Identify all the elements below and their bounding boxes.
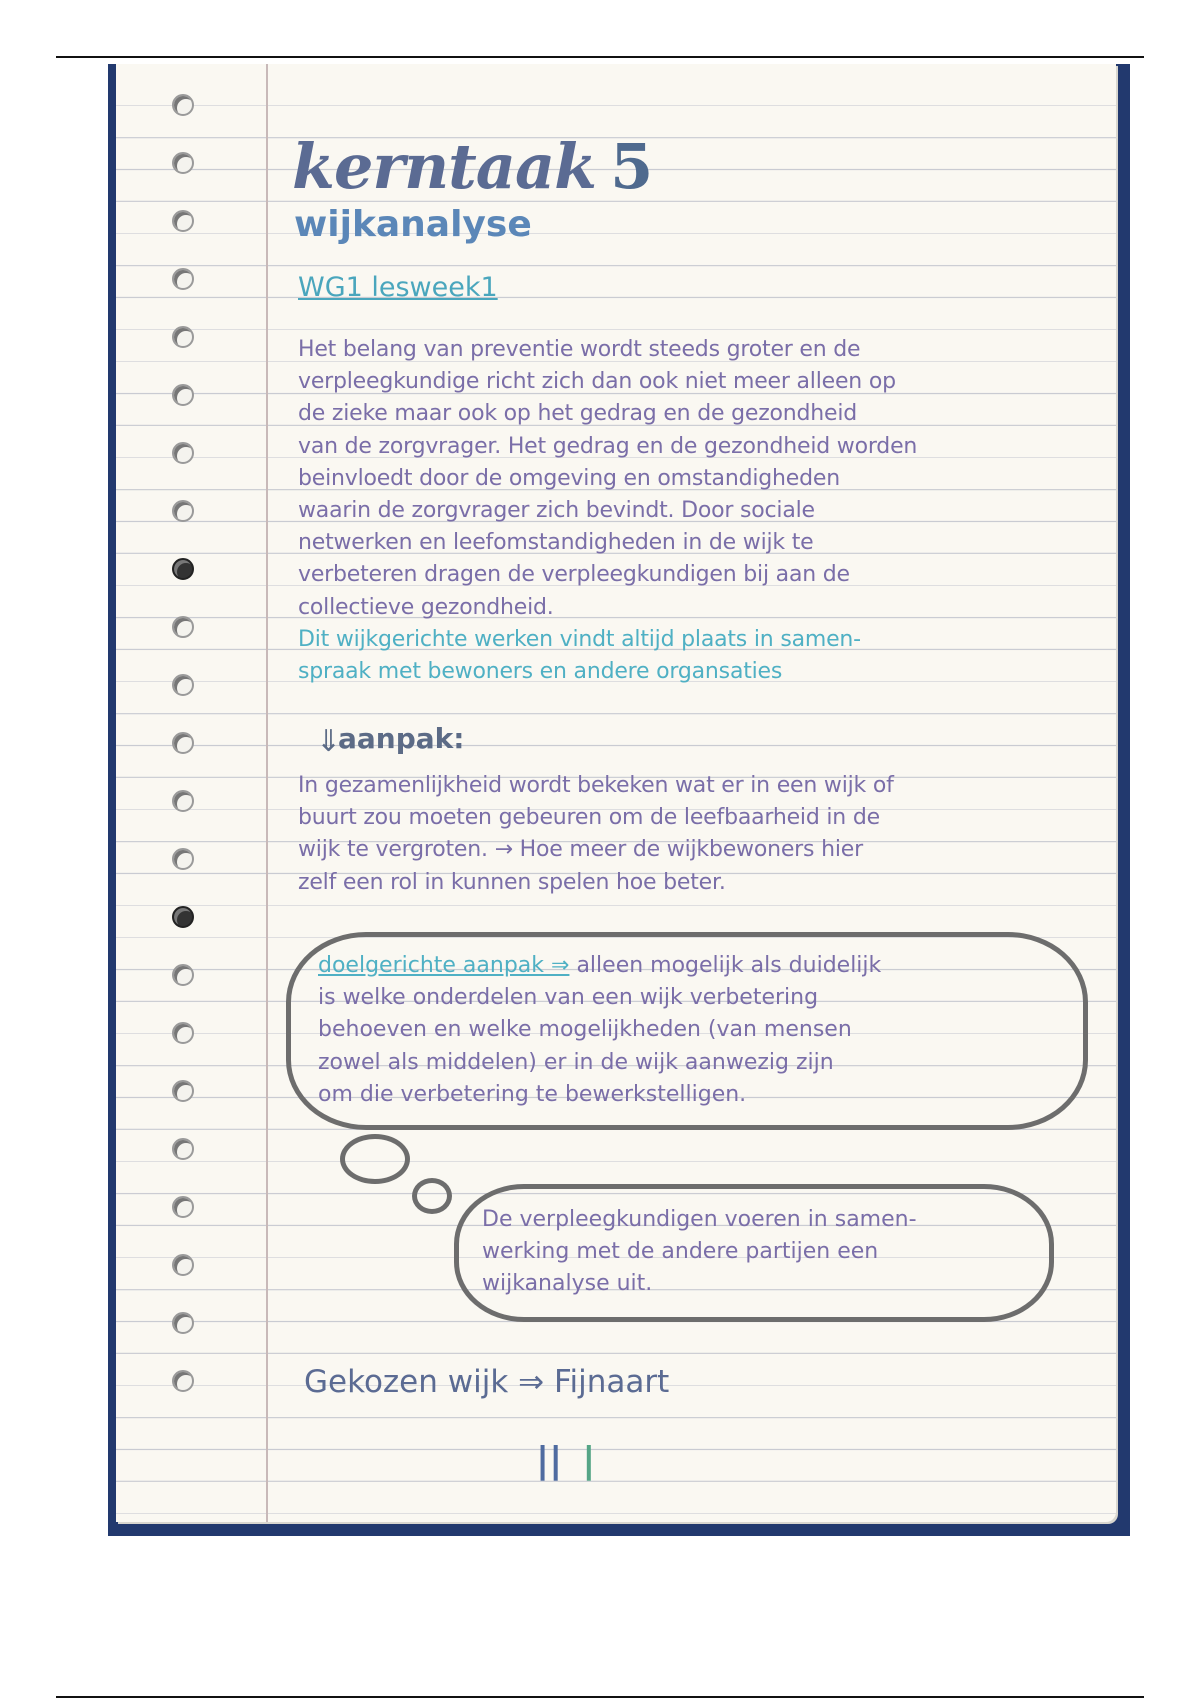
page-bottom-rule xyxy=(56,1696,1144,1698)
lined-paper-sheet xyxy=(116,64,1116,1522)
intro-paragraph xyxy=(298,334,1096,688)
cloud-large-text xyxy=(318,950,1058,1111)
note-subtitle: wijkanalyse xyxy=(294,204,532,245)
cloud-line: is welke onderdelen van een wijk verbetering xyxy=(318,985,819,1011)
binder-hole xyxy=(172,674,194,696)
thought-puff-icon xyxy=(412,1178,452,1214)
aanpak-line: wijk te vergroten. → Hoe meer de wijkbewoners hier xyxy=(298,837,863,863)
tally-green: | xyxy=(582,1440,596,1481)
binder-hole xyxy=(172,326,194,348)
intro-line: waarin de zorgvrager zich bevindt. Door sociale xyxy=(298,498,815,524)
binder-hole xyxy=(172,384,194,406)
title-word: kerntaak xyxy=(292,130,597,203)
intro-line: van de zorgvrager. Het gedrag en de gezondheid worden xyxy=(298,433,918,459)
aanpak-line: In gezamenlijkheid wordt bekeken wat er in een wijk of xyxy=(298,773,894,798)
intro-line: de zieke maar ook op het gedrag en de gezondheid xyxy=(298,401,858,427)
aanpak-paragraph xyxy=(298,770,1096,899)
binder-hole xyxy=(172,268,194,290)
binder-hole xyxy=(172,1080,194,1102)
margin-line xyxy=(266,64,268,1522)
thought-puff-icon xyxy=(340,1134,410,1184)
chosen-district: Gekozen wijk ⇒ Fijnaart xyxy=(304,1364,670,1400)
binder-hole xyxy=(172,964,194,986)
tally-marks xyxy=(536,1440,595,1481)
intro-line: Het belang van preventie wordt steeds groter en de xyxy=(298,337,861,362)
binder-hole xyxy=(172,94,194,116)
cloud-line: zowel als middelen) er in de wijk aanwezig zijn xyxy=(318,1049,834,1075)
notebook-photo xyxy=(108,64,1130,1536)
cloud-line: werking met de andere partijen een xyxy=(482,1239,879,1265)
binder-hole xyxy=(172,442,194,464)
binder-hole xyxy=(172,1254,194,1276)
binder-hole xyxy=(172,848,194,870)
intro-line: beinvloedt door de omgeving en omstandigheden xyxy=(298,465,840,491)
note-title xyxy=(292,130,652,203)
binder-hole xyxy=(172,1022,194,1044)
cloud-line: behoeven en welke mogelijkheden (van mensen xyxy=(318,1017,852,1043)
double-down-arrow-icon: ⇓ xyxy=(316,724,342,759)
binder-hole xyxy=(172,500,194,522)
page-top-rule xyxy=(56,56,1144,58)
binder-hole xyxy=(172,1196,194,1218)
lesson-label: WG1 lesweek1 xyxy=(298,272,498,303)
aanpak-line: zelf een rol in kunnen spelen hoe beter. xyxy=(298,869,726,895)
binder-hole xyxy=(172,152,194,174)
binder-hole xyxy=(172,790,194,812)
binder-hole xyxy=(172,1370,194,1392)
title-number: 5 xyxy=(610,130,653,203)
highlight-line: Dit wijkgerichte werken vindt altijd plaats in samen- xyxy=(298,626,861,652)
binder-hole xyxy=(172,1312,194,1334)
cloud-line: wijkanalyse uit. xyxy=(482,1271,653,1297)
cloud-label: doelgerichte aanpak ⇒ xyxy=(318,953,570,978)
intro-line: verpleegkundige richt zich dan ook niet meer alleen op xyxy=(298,369,896,395)
cloud-small-text xyxy=(482,1204,1022,1301)
aanpak-line: buurt zou moeten gebeuren om de leefbaarheid in de xyxy=(298,805,880,831)
binder-hole xyxy=(172,616,194,638)
binder-hole xyxy=(172,210,194,232)
cloud-line: alleen mogelijk als duidelijk xyxy=(576,953,882,978)
tally-blue: || xyxy=(536,1440,563,1481)
intro-line: netwerken en leefomstandigheden in de wijk te xyxy=(298,530,814,556)
cloud-line: om die verbetering te bewerkstelligen. xyxy=(318,1081,747,1107)
binder-hole xyxy=(172,558,194,580)
highlight-line: spraak met bewoners en andere organsaties xyxy=(298,659,783,685)
binder-hole xyxy=(172,906,194,928)
intro-line: verbeteren dragen de verpleegkundigen bij aan de xyxy=(298,562,850,588)
aanpak-heading: aanpak: xyxy=(338,722,465,755)
cloud-line: De verpleegkundigen voeren in samen- xyxy=(482,1207,917,1232)
binder-hole xyxy=(172,732,194,754)
binder-hole xyxy=(172,1138,194,1160)
intro-line: collectieve gezondheid. xyxy=(298,594,554,620)
